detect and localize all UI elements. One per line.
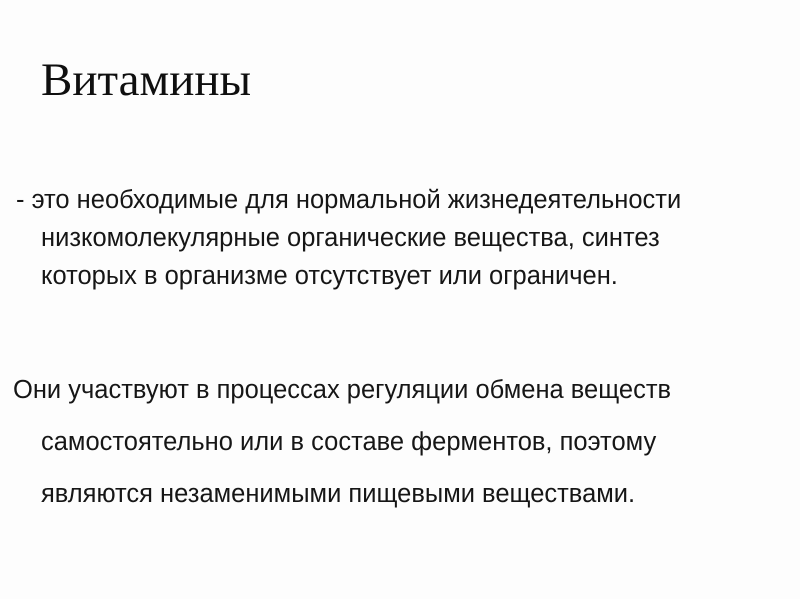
role-line-1: Они участвуют в процессах регуляции обмена веществ xyxy=(13,376,672,404)
definition-line-1: - это необходимые для нормальной жизнедеятельности xyxy=(16,186,682,214)
role-paragraph xyxy=(0,364,671,520)
role-line-2: самостоятельно или в составе ферментов, поэтому xyxy=(41,428,657,456)
slide-title: Витамины xyxy=(41,54,252,106)
definition-paragraph xyxy=(0,181,681,295)
role-line-3: являются незаменимыми пищевыми веществами. xyxy=(41,480,636,508)
definition-line-2: низкомолекулярные органические вещества, синтез xyxy=(41,224,660,252)
definition-line-3: которых в организме отсутствует или ограничен. xyxy=(41,262,618,290)
